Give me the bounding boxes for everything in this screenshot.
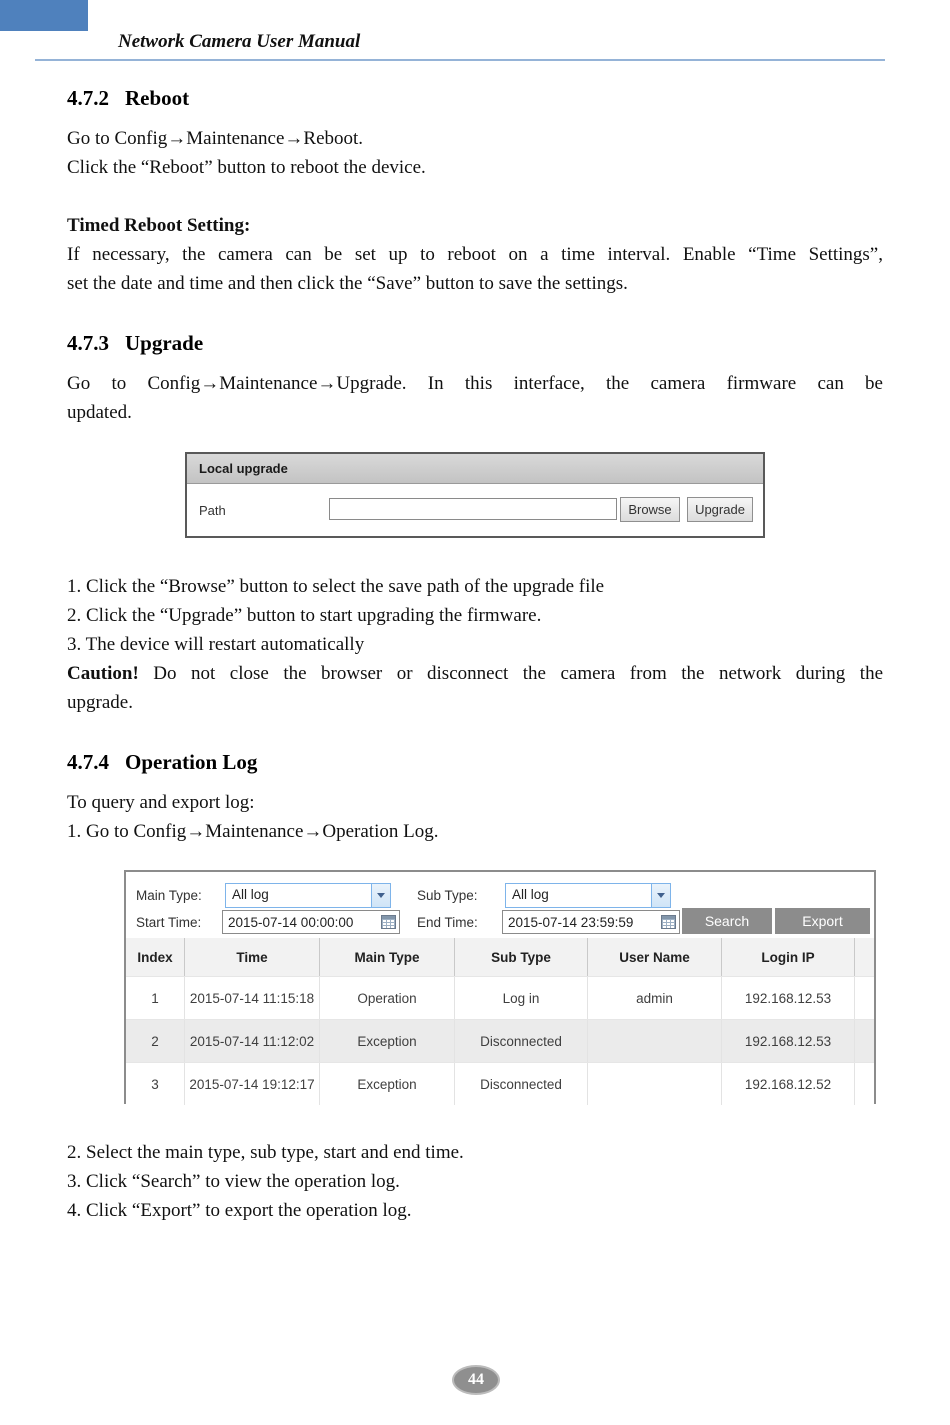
cell-user-name: admin xyxy=(588,977,722,1019)
path-input[interactable] xyxy=(329,498,617,520)
start-time-value: 2015-07-14 00:00:00 xyxy=(228,915,354,930)
sub-type-label: Sub Type: xyxy=(417,888,478,903)
start-time-label: Start Time: xyxy=(136,915,202,930)
text-line: Click the “Reboot” button to reboot the device. xyxy=(67,157,426,178)
reboot-paragraph xyxy=(67,124,883,182)
main-type-label: Main Type: xyxy=(136,888,202,903)
cell-index: 2 xyxy=(126,1020,185,1062)
table-gutter xyxy=(855,1063,874,1105)
local-upgrade-panel-body xyxy=(187,484,763,537)
sub-type-value: All log xyxy=(512,887,549,902)
step-line: 2. Select the main type, sub type, start and end time. xyxy=(67,1142,464,1163)
column-header: Login IP xyxy=(722,938,855,976)
end-time-input[interactable] xyxy=(502,910,680,934)
cell-main-type: Operation xyxy=(320,977,455,1019)
column-header: Sub Type xyxy=(455,938,588,976)
header-accent-bar xyxy=(0,0,88,31)
cell-sub-type: Log in xyxy=(455,977,588,1019)
table-row xyxy=(126,1019,874,1062)
path-label: Path xyxy=(199,503,226,518)
page-number-badge: 44 xyxy=(452,1365,500,1395)
cell-time: 2015-07-14 19:12:17 xyxy=(185,1063,320,1105)
search-button[interactable]: Search xyxy=(682,908,772,934)
section-title: Reboot xyxy=(125,86,190,110)
table-header-row xyxy=(126,938,874,976)
section-number: 4.7.2 xyxy=(67,86,109,110)
table-row xyxy=(126,976,874,1019)
section-number: 4.7.4 xyxy=(67,750,109,774)
section-title: Upgrade xyxy=(125,331,204,355)
operation-log-panel xyxy=(124,870,876,1104)
step-line: 3. The device will restart automatically xyxy=(67,634,365,655)
section-heading-upgrade xyxy=(67,331,203,356)
column-header: User Name xyxy=(588,938,722,976)
cell-time: 2015-07-14 11:15:18 xyxy=(185,977,320,1019)
operation-log-steps xyxy=(67,1138,883,1225)
cell-main-type: Exception xyxy=(320,1063,455,1105)
calendar-icon[interactable] xyxy=(661,915,676,929)
text-line: If necessary, the camera can be set up to reboot on a time interval. Enable “Time Settings”, xyxy=(67,244,883,265)
upgrade-steps xyxy=(67,572,883,717)
cell-user-name xyxy=(588,1020,722,1062)
column-header: Index xyxy=(126,938,185,976)
section-heading-reboot xyxy=(67,86,189,111)
text-line: 1. Go to Config→Maintenance→Operation Log. xyxy=(67,821,439,842)
section-heading-operation-log xyxy=(67,750,257,775)
step-line: 3. Click “Search” to view the operation log. xyxy=(67,1171,400,1192)
caution-text: Do not close the browser or disconnect the camera from the network during the xyxy=(153,663,884,684)
cell-login-ip: 192.168.12.52 xyxy=(722,1063,855,1105)
cell-time: 2015-07-14 11:12:02 xyxy=(185,1020,320,1062)
caution-line-2: upgrade. xyxy=(67,692,133,713)
page-title: Network Camera User Manual xyxy=(118,31,361,52)
chevron-down-icon[interactable] xyxy=(651,884,670,907)
cell-user-name xyxy=(588,1063,722,1105)
upgrade-intro-paragraph xyxy=(67,369,883,427)
text-line: updated. xyxy=(67,402,132,423)
cell-index: 3 xyxy=(126,1063,185,1105)
calendar-icon[interactable] xyxy=(381,915,396,929)
text-line: To query and export log: xyxy=(67,792,255,813)
cell-sub-type: Disconnected xyxy=(455,1063,588,1105)
chevron-down-icon[interactable] xyxy=(371,884,390,907)
step-line: 2. Click the “Upgrade” button to start upgrading the firmware. xyxy=(67,605,542,626)
cell-login-ip: 192.168.12.53 xyxy=(722,977,855,1019)
timed-reboot-heading: Timed Reboot Setting: xyxy=(67,215,251,236)
table-gutter xyxy=(855,1020,874,1062)
end-time-value: 2015-07-14 23:59:59 xyxy=(508,915,634,930)
table-gutter xyxy=(855,938,874,976)
column-header: Main Type xyxy=(320,938,455,976)
operation-log-intro xyxy=(67,788,883,846)
sub-type-select[interactable] xyxy=(505,883,671,908)
cell-index: 1 xyxy=(126,977,185,1019)
caution-line xyxy=(67,659,883,688)
start-time-input[interactable] xyxy=(222,910,400,934)
header-rule xyxy=(35,59,885,61)
section-number: 4.7.3 xyxy=(67,331,109,355)
section-title: Operation Log xyxy=(125,750,258,774)
log-table xyxy=(126,938,874,1105)
browse-button[interactable]: Browse xyxy=(620,497,680,522)
export-button[interactable]: Export xyxy=(775,908,870,934)
cell-login-ip: 192.168.12.53 xyxy=(722,1020,855,1062)
local-upgrade-panel-title: Local upgrade xyxy=(187,454,763,484)
step-line: 1. Click the “Browse” button to select the save path of the upgrade file xyxy=(67,576,605,597)
local-upgrade-panel xyxy=(185,452,765,538)
caution-label: Caution! xyxy=(67,663,139,684)
text-line: Go to Config→Maintenance→Upgrade. In this interface, the camera firmware can be xyxy=(67,373,883,394)
main-type-value: All log xyxy=(232,887,269,902)
step-line: 4. Click “Export” to export the operation log. xyxy=(67,1200,412,1221)
text-line: set the date and time and then click the “Save” button to save the settings. xyxy=(67,273,628,294)
timed-reboot-paragraph xyxy=(67,211,883,298)
text-line: Go to Config→Maintenance→Reboot. xyxy=(67,128,364,149)
cell-main-type: Exception xyxy=(320,1020,455,1062)
table-gutter xyxy=(855,977,874,1019)
table-row xyxy=(126,1062,874,1105)
end-time-label: End Time: xyxy=(417,915,478,930)
main-type-select[interactable] xyxy=(225,883,391,908)
upgrade-button[interactable]: Upgrade xyxy=(687,497,753,522)
column-header: Time xyxy=(185,938,320,976)
cell-sub-type: Disconnected xyxy=(455,1020,588,1062)
